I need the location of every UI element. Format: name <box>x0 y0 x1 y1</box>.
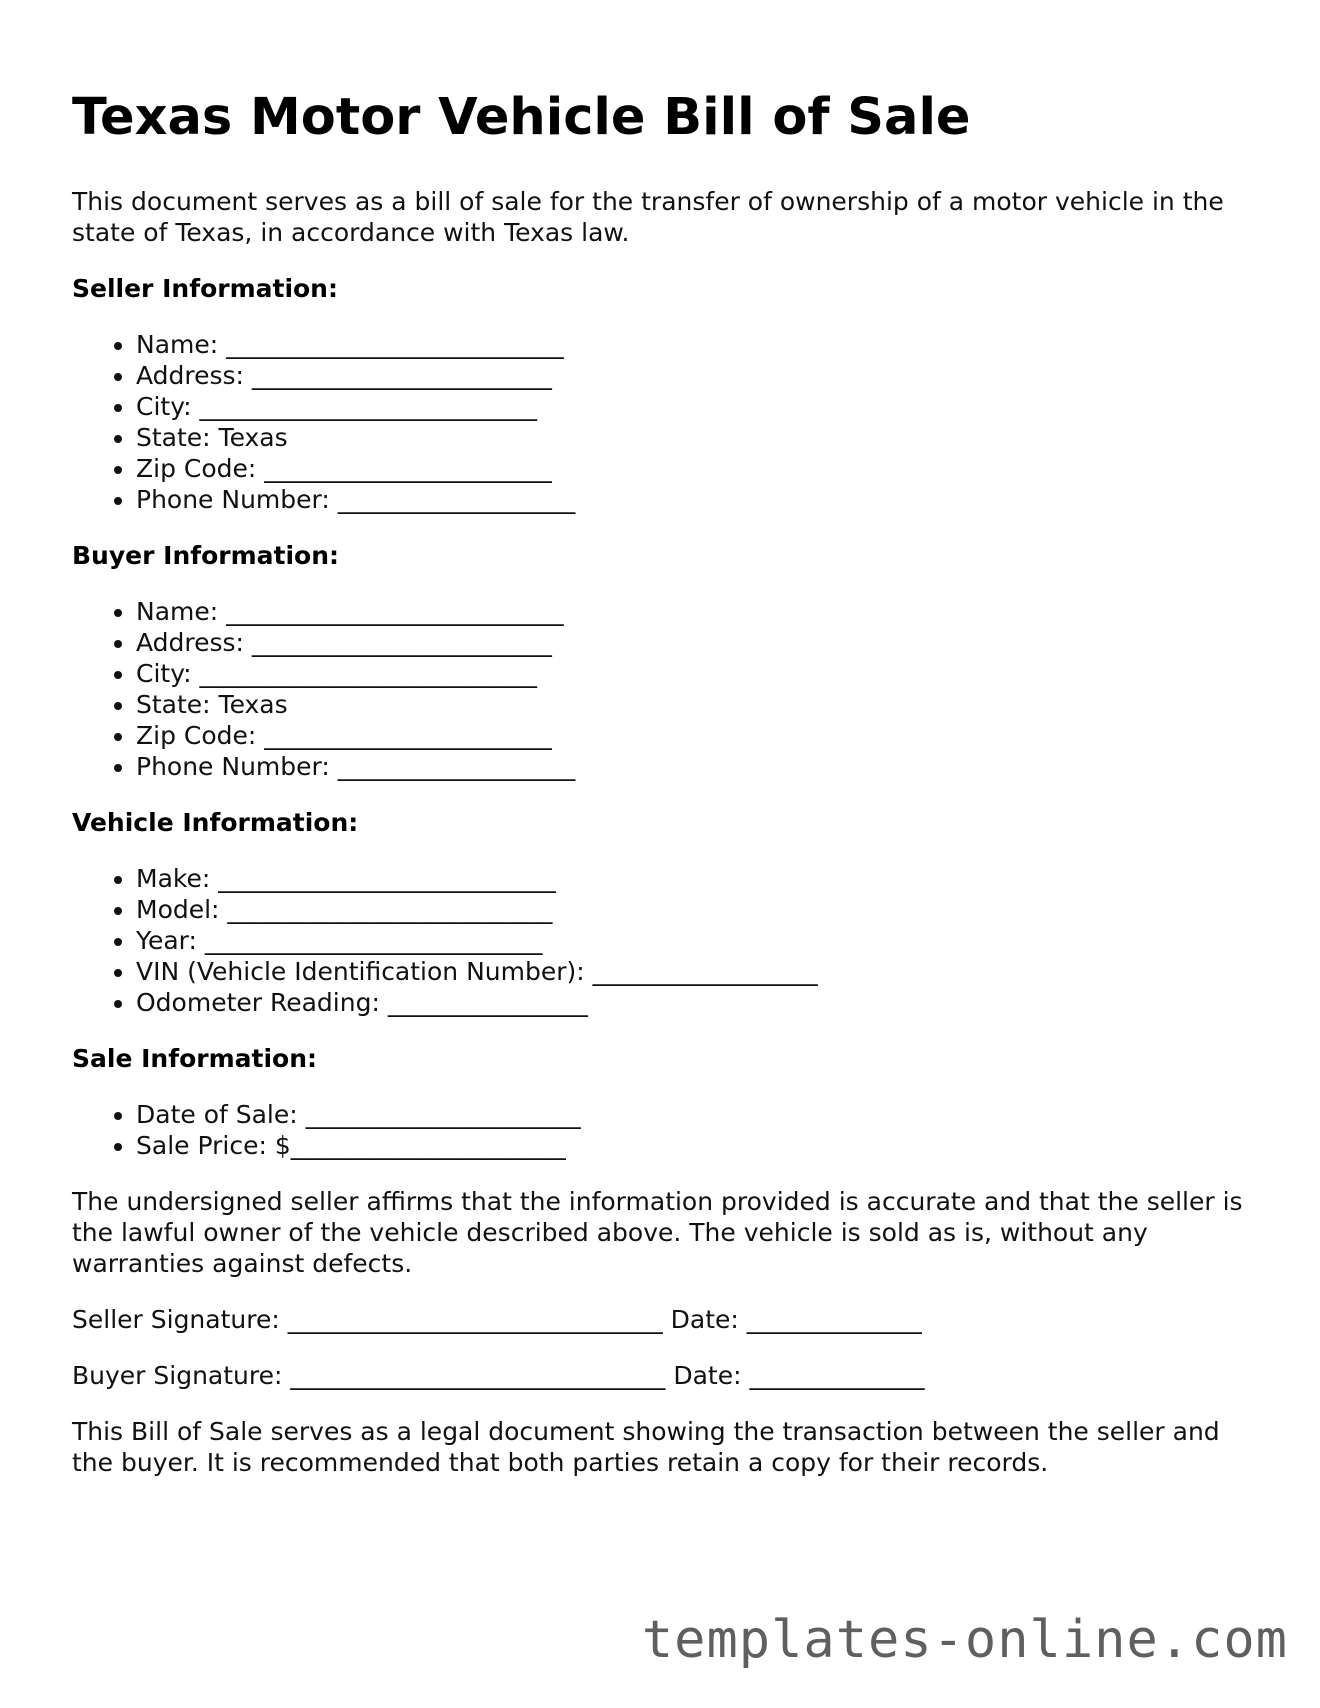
buyer-state-field: • State: Texas <box>136 689 1252 720</box>
document-page <box>72 88 1252 1503</box>
seller-address-field: • Address: ________________________ <box>136 360 1252 391</box>
vehicle-odometer-field: • Odometer Reading: ________________ <box>136 987 1252 1018</box>
seller-state-field: • State: Texas <box>136 422 1252 453</box>
seller-heading: Seller Information: <box>72 274 338 303</box>
buyer-address-field: • Address: ________________________ <box>136 627 1252 658</box>
buyer-zip-field: • Zip Code: _______________________ <box>136 720 1252 751</box>
document-title: Texas Motor Vehicle Bill of Sale <box>72 88 971 147</box>
seller-phone-field: • Phone Number: ___________________ <box>136 484 1252 515</box>
vehicle-model-field: • Model: __________________________ <box>136 894 1252 925</box>
seller-fields-list <box>72 329 1252 515</box>
seller-city-field: • City: ___________________________ <box>136 391 1252 422</box>
sale-heading: Sale Information: <box>72 1044 317 1073</box>
seller-name-field: • Name: ___________________________ <box>136 329 1252 360</box>
sale-fields-list <box>72 1099 1252 1161</box>
watermark-text: templates-online.com <box>641 1610 1288 1670</box>
seller-zip-field: • Zip Code: _______________________ <box>136 453 1252 484</box>
vehicle-year-field: • Year: ___________________________ <box>136 925 1252 956</box>
sale-date-field: • Date of Sale: ______________________ <box>136 1099 1252 1130</box>
buyer-phone-field: • Phone Number: ___________________ <box>136 751 1252 782</box>
intro-paragraph: This document serves as a bill of sale for the transfer of ownership of a motor vehicle in the state of Texas, in accordance with Texas law. <box>72 187 1224 247</box>
buyer-fields-list <box>72 596 1252 782</box>
buyer-city-field: • City: ___________________________ <box>136 658 1252 689</box>
vehicle-fields-list <box>72 863 1252 1018</box>
closing-paragraph: This Bill of Sale serves as a legal document showing the transaction between the seller and the buyer. It is recommended that both parties retain a copy for their records. <box>72 1417 1220 1477</box>
buyer-name-field: • Name: ___________________________ <box>136 596 1252 627</box>
affirmation-paragraph: The undersigned seller affirms that the information provided is accurate and that the seller is the lawful owner of the vehicle described above. The vehicle is sold as is, without any warranties against defects. <box>72 1187 1243 1278</box>
vehicle-heading: Vehicle Information: <box>72 808 359 837</box>
buyer-signature-line: Buyer Signature: ______________________________ Date: ______________ <box>72 1361 925 1390</box>
sale-price-field: • Sale Price: $______________________ <box>136 1130 1252 1161</box>
vehicle-make-field: • Make: ___________________________ <box>136 863 1252 894</box>
buyer-heading: Buyer Information: <box>72 541 340 570</box>
vehicle-vin-field: • VIN (Vehicle Identification Number): __________________ <box>136 956 1252 987</box>
seller-signature-line: Seller Signature: ______________________________ Date: ______________ <box>72 1305 922 1334</box>
